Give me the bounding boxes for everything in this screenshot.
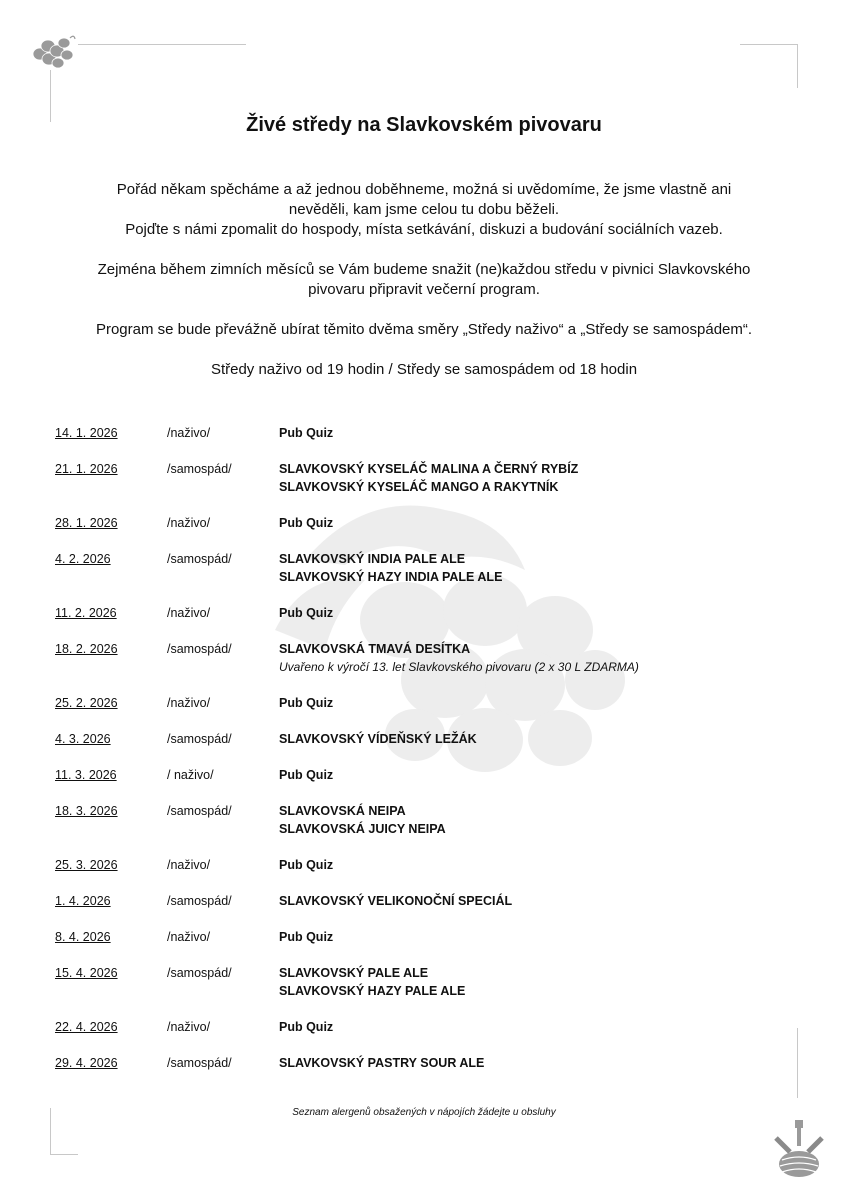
event-title: Pub Quiz <box>279 516 334 530</box>
intro-text <box>60 180 788 400</box>
intro-paragraph-1 <box>60 180 788 240</box>
event-details <box>279 694 333 712</box>
event-type: /samospád/ <box>167 462 232 476</box>
event-date: 28. 1. 2026 <box>55 516 118 530</box>
event-date: 11. 2. 2026 <box>55 606 117 620</box>
event-details <box>279 964 465 1000</box>
frame-top-right-h <box>740 44 797 45</box>
event-title: SLAVKOVSKÝ KYSELÁČ MALINA A ČERNÝ RYBÍZ <box>279 462 579 476</box>
event-title: SLAVKOVSKÁ JUICY NEIPA <box>279 822 446 836</box>
event-details <box>279 604 333 622</box>
event-type: /samospád/ <box>167 804 232 818</box>
allergen-note: Seznam alergenů obsažených v nápojích žádejte u obsluhy <box>292 1107 556 1118</box>
event-details <box>279 892 512 910</box>
intro-line: Pojďte s námi zpomalit do hospody, místa setkávání, diskuzi a budování sociálních vazeb. <box>125 221 723 238</box>
event-title: Pub Quiz <box>279 858 334 872</box>
event-type: /naživo/ <box>167 606 211 620</box>
event-date: 22. 4. 2026 <box>55 1020 118 1034</box>
event-date: 8. 4. 2026 <box>55 930 111 944</box>
event-title: Pub Quiz <box>279 606 334 620</box>
event-type: /naživo/ <box>167 696 211 710</box>
event-details <box>279 766 333 784</box>
event-details <box>279 550 502 586</box>
event-details <box>279 730 477 748</box>
intro-line: pivovaru připravit večerní program. <box>308 281 540 298</box>
event-title: SLAVKOVSKÝ PASTRY SOUR ALE <box>279 1056 485 1070</box>
event-type: / naživo/ <box>167 768 214 782</box>
event-date: 25. 2. 2026 <box>55 696 118 710</box>
event-details <box>279 460 578 496</box>
event-type: /naživo/ <box>167 516 211 530</box>
intro-line: nevěděli, kam jsme celou tu dobu běželi. <box>288 201 560 218</box>
event-title: SLAVKOVSKÝ VELIKONOČNÍ SPECIÁL <box>279 894 513 908</box>
event-date: 29. 4. 2026 <box>55 1056 118 1070</box>
event-type: /naživo/ <box>167 858 211 872</box>
brewery-tools-icon <box>768 1118 830 1182</box>
event-type: /samospád/ <box>167 966 232 980</box>
event-details <box>279 1054 484 1072</box>
frame-bottom-right-v <box>797 1028 798 1098</box>
event-date: 11. 3. 2026 <box>55 768 117 782</box>
event-title: Pub Quiz <box>279 696 334 710</box>
event-type: /samospád/ <box>167 1056 232 1070</box>
event-title: Pub Quiz <box>279 768 334 782</box>
event-date: 4. 2. 2026 <box>55 552 111 566</box>
event-type: /naživo/ <box>167 1020 211 1034</box>
event-date: 1. 4. 2026 <box>55 894 111 908</box>
event-details <box>279 928 333 946</box>
event-title: SLAVKOVSKÝ HAZY PALE ALE <box>279 984 466 998</box>
event-details <box>279 640 639 676</box>
event-title: SLAVKOVSKÝ HAZY INDIA PALE ALE <box>279 570 503 584</box>
event-title: SLAVKOVSKÝ KYSELÁČ MANGO A RAKYTNÍK <box>279 480 559 494</box>
event-type: /naživo/ <box>167 930 211 944</box>
event-details <box>279 1018 333 1036</box>
event-note: Uvařeno k výročí 13. let Slavkovského pivovaru (2 x 30 L ZDARMA) <box>279 660 639 674</box>
event-date: 25. 3. 2026 <box>55 858 118 872</box>
event-title: Pub Quiz <box>279 426 334 440</box>
intro-paragraph-2 <box>60 260 788 300</box>
event-title: Pub Quiz <box>279 930 334 944</box>
event-details <box>279 424 333 442</box>
intro-line: Zejména během zimních měsíců se Vám budeme snažit (ne)každou středu v pivnici Slavkovského <box>97 261 751 278</box>
event-type: /samospád/ <box>167 894 232 908</box>
frame-bottom-left-h <box>50 1154 78 1155</box>
event-date: 14. 1. 2026 <box>55 426 118 440</box>
frame-top-left-h <box>78 44 246 45</box>
event-details <box>279 802 446 838</box>
event-title: Pub Quiz <box>279 1020 334 1034</box>
event-type: /naživo/ <box>167 426 211 440</box>
event-type: /samospád/ <box>167 552 232 566</box>
event-title: SLAVKOVSKÝ VÍDEŇSKÝ LEŽÁK <box>279 732 477 746</box>
event-date: 15. 4. 2026 <box>55 966 118 980</box>
event-title: SLAVKOVSKÁ TMAVÁ DESÍTKA <box>279 642 471 656</box>
event-date: 4. 3. 2026 <box>55 732 111 746</box>
event-type: /samospád/ <box>167 642 232 656</box>
event-title: SLAVKOVSKÝ INDIA PALE ALE <box>279 552 466 566</box>
intro-paragraph-3: Program se bude převážně ubírat těmito dvěma směry „Středy naživo“ a „Středy se samospádem“. <box>95 321 753 338</box>
event-details <box>279 856 333 874</box>
event-date: 18. 2. 2026 <box>55 642 118 656</box>
event-title: SLAVKOVSKÁ NEIPA <box>279 804 406 818</box>
intro-paragraph-4: Středy naživo od 19 hodin / Středy se samospádem od 18 hodin <box>210 361 638 378</box>
frame-top-right-v <box>797 44 798 88</box>
event-date: 21. 1. 2026 <box>55 462 118 476</box>
event-title: SLAVKOVSKÝ PALE ALE <box>279 966 429 980</box>
event-date: 18. 3. 2026 <box>55 804 118 818</box>
hop-icon <box>30 32 76 72</box>
event-details <box>279 514 333 532</box>
event-type: /samospád/ <box>167 732 232 746</box>
intro-line: Pořád někam spěcháme a až jednou doběhneme, možná si uvědomíme, že jsme vlastně ani <box>116 181 732 198</box>
page-title: Živé středy na Slavkovském pivovaru <box>246 114 602 136</box>
